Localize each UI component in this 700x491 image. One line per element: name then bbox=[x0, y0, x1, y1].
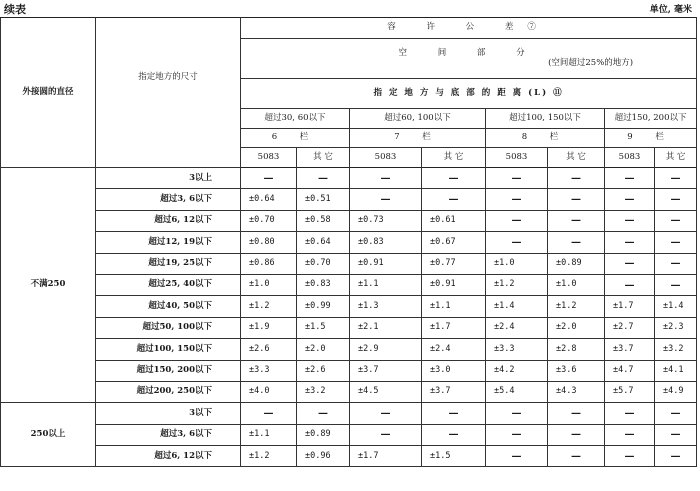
tolerance-value-cell: — bbox=[655, 274, 697, 295]
tolerance-value-cell: — bbox=[548, 168, 605, 189]
table-row bbox=[1, 274, 697, 295]
tolerance-value-cell: ±1.1 bbox=[350, 274, 422, 295]
unit-label: 单位, 毫米 bbox=[649, 5, 692, 15]
space-part-header bbox=[241, 39, 697, 79]
tolerance-value-cell: — bbox=[241, 403, 297, 424]
dimension-range-cell: 超过6, 12以下 bbox=[96, 210, 241, 231]
table-row bbox=[1, 168, 697, 189]
distance-header: 指 定 地 方 与 底 部 的 距 离 (L) ⑪ bbox=[241, 79, 697, 109]
tolerance-value-cell: — bbox=[422, 189, 486, 210]
table-row bbox=[1, 339, 697, 360]
tolerance-value-cell: ±5.4 bbox=[486, 381, 548, 402]
tolerance-value-cell: ±1.7 bbox=[422, 317, 486, 338]
tolerance-value-cell: ±0.83 bbox=[350, 232, 422, 253]
tolerance-value-cell: — bbox=[605, 446, 655, 467]
dimension-range-cell: 3以上 bbox=[96, 168, 241, 189]
tolerance-value-cell: — bbox=[486, 210, 548, 231]
tolerance-value-cell: — bbox=[655, 168, 697, 189]
tolerance-value-cell: ±2.3 bbox=[655, 317, 697, 338]
alloy-subcol-header: 其 它 bbox=[548, 148, 605, 168]
tolerance-value-cell: — bbox=[548, 424, 605, 445]
tolerance-value-cell: ±1.1 bbox=[241, 424, 297, 445]
range-header-8: 超过100, 150以下 bbox=[486, 109, 605, 129]
tolerance-value-cell: ±3.7 bbox=[605, 339, 655, 360]
tolerance-value-cell: — bbox=[422, 424, 486, 445]
tolerance-value-cell: ±0.58 bbox=[297, 210, 350, 231]
alloy-subcol-header: 其 它 bbox=[297, 148, 350, 168]
tolerance-value-cell: ±1.2 bbox=[241, 296, 297, 317]
tolerance-value-cell: — bbox=[350, 424, 422, 445]
table-row bbox=[1, 424, 697, 445]
tolerance-value-cell: ±1.2 bbox=[486, 274, 548, 295]
table-row bbox=[1, 210, 697, 231]
alloy-subcol-header: 5083 bbox=[605, 148, 655, 168]
tolerance-value-cell: ±3.3 bbox=[241, 360, 297, 381]
tolerance-value-cell: ±2.0 bbox=[297, 339, 350, 360]
tolerance-value-cell: ±1.0 bbox=[241, 274, 297, 295]
tolerance-value-cell: ±0.80 bbox=[241, 232, 297, 253]
tolerance-value-cell: — bbox=[605, 189, 655, 210]
alloy-subcol-header: 其 它 bbox=[422, 148, 486, 168]
tolerance-value-cell: — bbox=[605, 424, 655, 445]
tolerance-value-cell: ±3.0 bbox=[422, 360, 486, 381]
tolerance-value-cell: ±2.9 bbox=[350, 339, 422, 360]
outer-diameter-header: 外接圆的直径 bbox=[1, 18, 96, 168]
space-note: (空间超过25%的地方) bbox=[548, 57, 634, 68]
tolerance-value-cell: ±2.0 bbox=[548, 317, 605, 338]
tolerance-value-cell: — bbox=[297, 168, 350, 189]
group-over-250: 250以上 bbox=[1, 403, 96, 467]
tolerance-value-cell: ±1.2 bbox=[548, 296, 605, 317]
tolerance-value-cell: ±4.1 bbox=[655, 360, 697, 381]
range-header-9: 超过150, 200以下 bbox=[605, 109, 697, 129]
tolerance-value-cell: — bbox=[486, 424, 548, 445]
tolerance-value-cell: ±2.6 bbox=[241, 339, 297, 360]
tolerance-value-cell: — bbox=[605, 274, 655, 295]
dimension-range-cell: 超过12, 19以下 bbox=[96, 232, 241, 253]
tolerance-value-cell: ±0.83 bbox=[297, 274, 350, 295]
tolerance-value-cell: ±2.8 bbox=[548, 339, 605, 360]
page-header bbox=[0, 0, 700, 16]
tolerance-value-cell: ±4.7 bbox=[605, 360, 655, 381]
col-header-8: 8 栏 bbox=[486, 129, 605, 148]
tolerance-value-cell: — bbox=[422, 168, 486, 189]
tolerance-value-cell: — bbox=[655, 189, 697, 210]
tolerance-value-cell: — bbox=[486, 446, 548, 467]
tolerance-value-cell: — bbox=[655, 446, 697, 467]
tolerance-value-cell: — bbox=[655, 403, 697, 424]
tolerance-value-cell: — bbox=[422, 403, 486, 424]
tolerance-value-cell: ±0.70 bbox=[297, 253, 350, 274]
tolerance-value-cell: ±3.7 bbox=[350, 360, 422, 381]
tolerance-value-cell: ±1.7 bbox=[350, 446, 422, 467]
tolerance-value-cell: ±2.4 bbox=[486, 317, 548, 338]
table-row bbox=[1, 381, 697, 402]
tolerance-value-cell: — bbox=[486, 189, 548, 210]
dimension-range-cell: 超过6, 12以下 bbox=[96, 446, 241, 467]
range-header-6: 超过30, 60以下 bbox=[241, 109, 350, 129]
tolerance-value-cell: — bbox=[655, 424, 697, 445]
alloy-subcol-header: 5083 bbox=[350, 148, 422, 168]
tolerance-value-cell: — bbox=[350, 168, 422, 189]
tolerance-value-cell: ±1.0 bbox=[548, 274, 605, 295]
table-row bbox=[1, 446, 697, 467]
tolerance-value-cell: ±4.3 bbox=[548, 381, 605, 402]
tolerance-value-cell: ±3.7 bbox=[422, 381, 486, 402]
tolerance-value-cell: — bbox=[486, 232, 548, 253]
group-under-250: 不满250 bbox=[1, 168, 96, 403]
tolerance-value-cell: ±4.2 bbox=[486, 360, 548, 381]
dimension-range-cell: 超过19, 25以下 bbox=[96, 253, 241, 274]
tolerance-value-cell: ±0.96 bbox=[297, 446, 350, 467]
table-row bbox=[1, 253, 697, 274]
tolerance-value-cell: — bbox=[548, 403, 605, 424]
tolerance-value-cell: ±0.91 bbox=[422, 274, 486, 295]
tolerance-header: 容 许 公 差⑦ bbox=[241, 18, 697, 39]
tolerance-value-cell: ±0.89 bbox=[297, 424, 350, 445]
tolerance-value-cell: ±0.64 bbox=[241, 189, 297, 210]
table-row bbox=[1, 360, 697, 381]
dimension-range-cell: 超过3, 6以下 bbox=[96, 424, 241, 445]
tolerance-value-cell: — bbox=[605, 232, 655, 253]
tolerance-value-cell: ±0.51 bbox=[297, 189, 350, 210]
tolerance-value-cell: ±0.70 bbox=[241, 210, 297, 231]
tolerance-value-cell: ±1.2 bbox=[241, 446, 297, 467]
tolerance-value-cell: ±0.86 bbox=[241, 253, 297, 274]
tolerance-value-cell: ±0.77 bbox=[422, 253, 486, 274]
continued-label: 续表 bbox=[4, 3, 26, 16]
tolerance-value-cell: — bbox=[350, 189, 422, 210]
dimension-range-cell: 超过3, 6以下 bbox=[96, 189, 241, 210]
tolerance-value-cell: ±1.9 bbox=[241, 317, 297, 338]
tolerance-value-cell: ±0.91 bbox=[350, 253, 422, 274]
tolerance-value-cell: — bbox=[297, 403, 350, 424]
tolerance-value-cell: ±3.2 bbox=[655, 339, 697, 360]
dimension-range-cell: 超过25, 40以下 bbox=[96, 274, 241, 295]
tolerance-value-cell: ±2.7 bbox=[605, 317, 655, 338]
tolerance-value-cell: ±0.73 bbox=[350, 210, 422, 231]
range-header-7: 超过60, 100以下 bbox=[350, 109, 486, 129]
tolerance-value-cell: ±1.4 bbox=[486, 296, 548, 317]
space-part-label: 空 间 部 分 bbox=[398, 48, 539, 59]
tolerance-table bbox=[0, 17, 697, 467]
dimension-range-cell: 超过40, 50以下 bbox=[96, 296, 241, 317]
tolerance-value-cell: ±4.9 bbox=[655, 381, 697, 402]
tolerance-value-cell: — bbox=[350, 403, 422, 424]
tolerance-value-cell: ±2.4 bbox=[422, 339, 486, 360]
tolerance-value-cell: ±0.64 bbox=[297, 232, 350, 253]
tolerance-value-cell: — bbox=[548, 446, 605, 467]
tolerance-value-cell: — bbox=[548, 210, 605, 231]
col-header-7: 7 栏 bbox=[350, 129, 486, 148]
tolerance-value-cell: ±0.61 bbox=[422, 210, 486, 231]
dimension-range-cell: 超过200, 250以下 bbox=[96, 381, 241, 402]
tolerance-value-cell: ±1.3 bbox=[350, 296, 422, 317]
col-header-9: 9 栏 bbox=[605, 129, 697, 148]
tolerance-value-cell: — bbox=[605, 210, 655, 231]
dimension-range-cell: 3以下 bbox=[96, 403, 241, 424]
tolerance-value-cell: ±1.5 bbox=[297, 317, 350, 338]
table-row bbox=[1, 296, 697, 317]
dimension-range-cell: 超过100, 150以下 bbox=[96, 339, 241, 360]
tolerance-value-cell: — bbox=[548, 189, 605, 210]
table-row bbox=[1, 403, 697, 424]
specified-dim-header: 指定地方的尺寸 bbox=[96, 18, 241, 168]
tolerance-value-cell: ±5.7 bbox=[605, 381, 655, 402]
tolerance-value-cell: ±3.6 bbox=[548, 360, 605, 381]
table-row bbox=[1, 317, 697, 338]
dimension-range-cell: 超过150, 200以下 bbox=[96, 360, 241, 381]
tolerance-value-cell: ±1.4 bbox=[655, 296, 697, 317]
tolerance-value-cell: ±3.3 bbox=[486, 339, 548, 360]
tolerance-value-cell: ±1.1 bbox=[422, 296, 486, 317]
tolerance-value-cell: ±4.5 bbox=[350, 381, 422, 402]
tolerance-value-cell: ±1.5 bbox=[422, 446, 486, 467]
alloy-subcol-header: 5083 bbox=[486, 148, 548, 168]
table-row bbox=[1, 189, 697, 210]
tolerance-value-cell: ±0.67 bbox=[422, 232, 486, 253]
tolerance-value-cell: ±2.6 bbox=[297, 360, 350, 381]
tolerance-value-cell: — bbox=[486, 168, 548, 189]
tolerance-value-cell: ±0.89 bbox=[548, 253, 605, 274]
tolerance-value-cell: — bbox=[605, 403, 655, 424]
tolerance-value-cell: ±4.0 bbox=[241, 381, 297, 402]
alloy-subcol-header: 其 它 bbox=[655, 148, 697, 168]
tolerance-value-cell: ±2.1 bbox=[350, 317, 422, 338]
tolerance-value-cell: — bbox=[655, 253, 697, 274]
tolerance-value-cell: — bbox=[486, 403, 548, 424]
tolerance-value-cell: — bbox=[605, 168, 655, 189]
tolerance-value-cell: — bbox=[655, 210, 697, 231]
tolerance-value-cell: ±3.2 bbox=[297, 381, 350, 402]
tolerance-value-cell: — bbox=[605, 253, 655, 274]
tolerance-value-cell: ±1.0 bbox=[486, 253, 548, 274]
dimension-range-cell: 超过50, 100以下 bbox=[96, 317, 241, 338]
tolerance-value-cell: ±1.7 bbox=[605, 296, 655, 317]
alloy-subcol-header: 5083 bbox=[241, 148, 297, 168]
tolerance-value-cell: — bbox=[655, 232, 697, 253]
col-header-6: 6 栏 bbox=[241, 129, 350, 148]
table-row bbox=[1, 232, 697, 253]
tolerance-value-cell: — bbox=[241, 168, 297, 189]
tolerance-value-cell: — bbox=[548, 232, 605, 253]
tolerance-value-cell: ±0.99 bbox=[297, 296, 350, 317]
